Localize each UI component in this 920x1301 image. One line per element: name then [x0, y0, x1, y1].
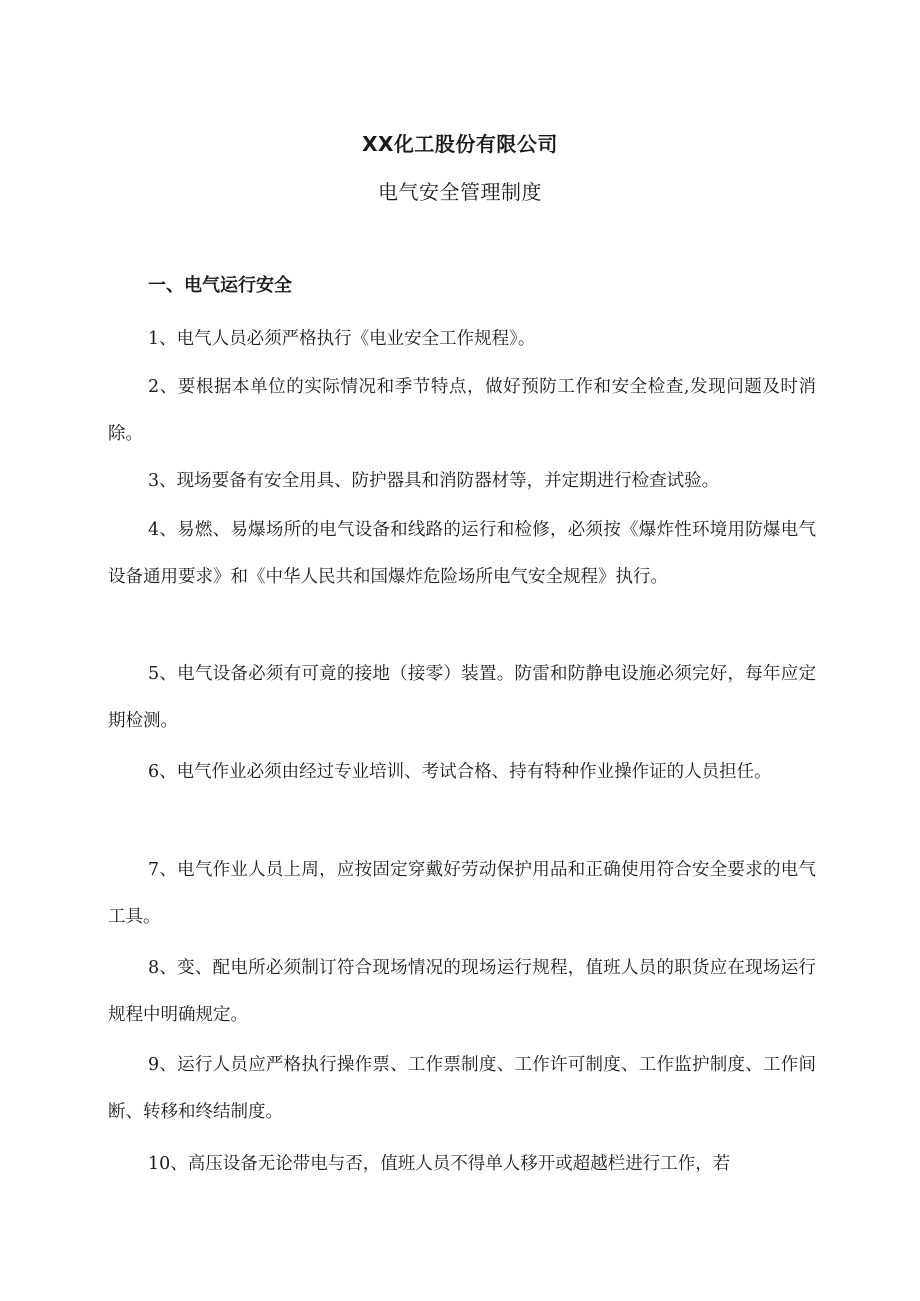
- clause-item-5: 5、电气设备必须有可竟的接地（接零）装置。防雷和防静电设施必须完好，每年应定期检测。: [108, 664, 816, 731]
- clause-item-7: 7、电气作业人员上周，应按固定穿戴好劳动保护用品和正确使用符合安全要求的电气工具。: [108, 860, 816, 927]
- company-title: XX化工股份有限公司: [362, 132, 558, 156]
- clause-item-2: 2、要根据本单位的实际情况和季节特点，做好预防工作和安全检查,发现问题及时消除。: [108, 377, 816, 444]
- clause-item-10: 10、高压设备无论带电与否，值班人员不得单人移开或超越栏进行工作，若: [148, 1154, 731, 1174]
- clause-item-3: 3、现场要备有安全用具、防护器具和消防器材等，并定期进行检查试验。: [148, 471, 720, 491]
- document-title: 电气安全管理制度: [378, 180, 542, 204]
- clause-item-1: 1、电气人员必须严格执行《电业安全工作规程》。: [148, 329, 536, 349]
- clause-item-6: 6、电气作业必须由经过专业培训、考试合格、持有特种作业操作证的人员担任。: [148, 762, 772, 782]
- clause-item-8: 8、变、配电所必须制订符合现场情况的现场运行规程，值班人员的职货应在现场运行规程中明确规定。: [108, 958, 816, 1025]
- clause-item-4: 4、易燃、易爆场所的电气设备和线路的运行和检修，必须按《爆炸性环境用防爆电气设备通用要求》和《中华人民共和国爆炸危险场所电气安全规程》执行。: [108, 520, 816, 587]
- section-heading: 一、电气运行安全: [148, 275, 292, 296]
- clause-item-9: 9、运行人员应严格执行操作票、工作票制度、工作许可制度、工作监护制度、工作间断、转移和终结制度。: [108, 1055, 816, 1122]
